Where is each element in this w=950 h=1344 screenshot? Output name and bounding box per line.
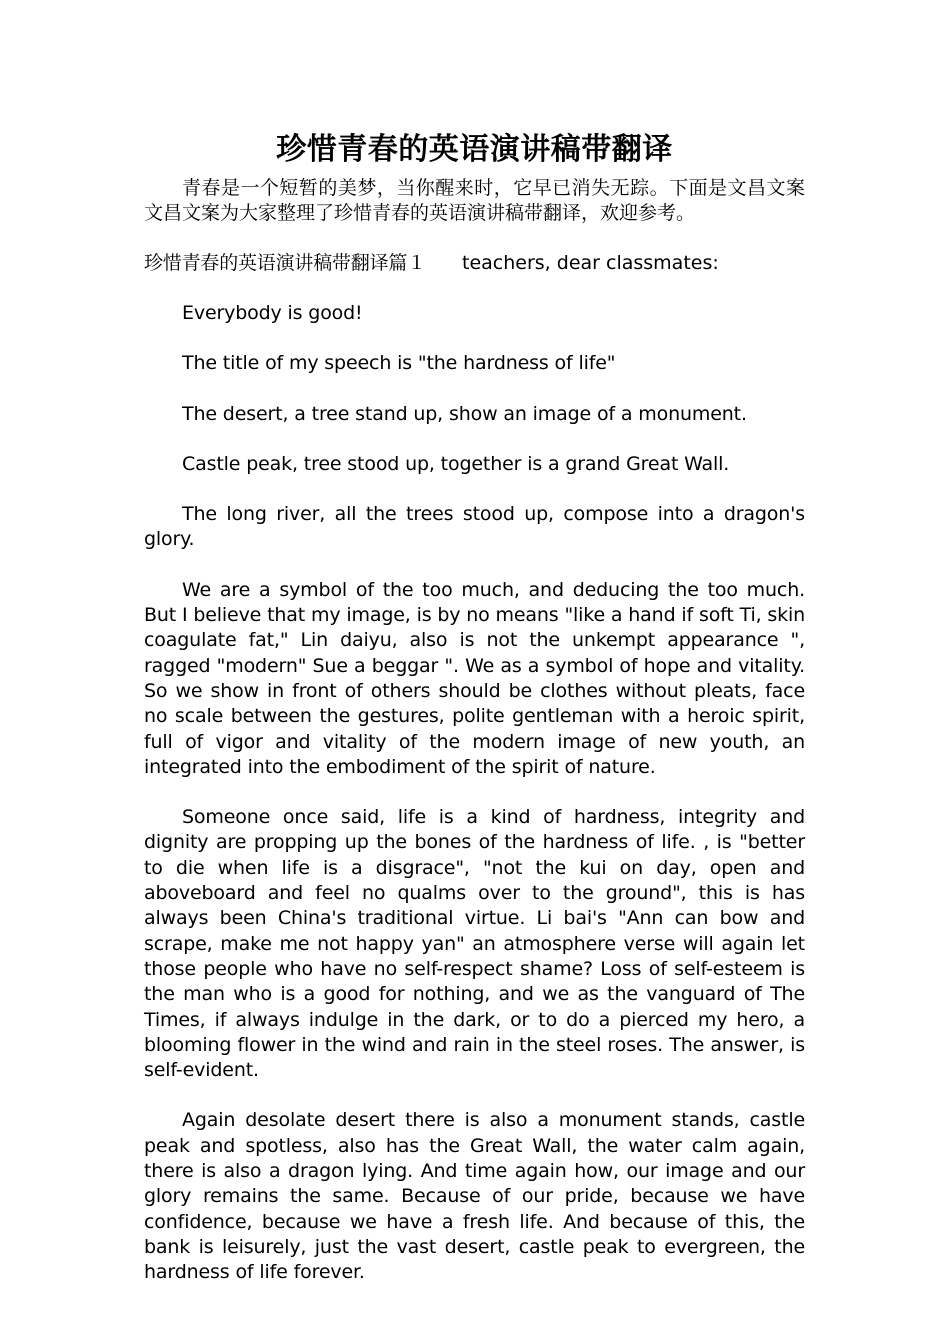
speech-paragraph-title: The title of my speech is "the hardness of life" bbox=[182, 352, 616, 375]
spacer bbox=[144, 377, 805, 402]
spacer bbox=[144, 276, 805, 301]
section-heading: 珍惜青春的英语演讲稿带翻译篇１ bbox=[144, 252, 427, 274]
spacer bbox=[144, 477, 805, 502]
salutation: teachers, dear classmates: bbox=[462, 252, 719, 274]
spacer bbox=[144, 780, 805, 805]
speech-paragraph-long-river: The long river, all the trees stood up, compose into a dragon's glory. bbox=[144, 503, 805, 551]
spacer bbox=[144, 226, 805, 251]
speech-paragraph-greeting: Everybody is good! bbox=[182, 302, 363, 324]
spacer bbox=[144, 326, 805, 351]
speech-paragraph-conclusion: Again desolate desert there is also a monument stands, castle peak and spotless, also has the Great Wall, the water calm again, there is also a dragon lying. And time again how, our image and our glory remains the same. Because of our pride, because we have confidence, because we have a fresh life. And because of this, the bank is leisurely, just the vast desert, castle peak to evergreen, the hardness of life forever. bbox=[144, 1109, 805, 1284]
document-page bbox=[144, 128, 805, 1286]
section-heading-line bbox=[144, 251, 805, 276]
speech-paragraph-symbol: We are a symbol of the too much, and deducing the too much. But I believe that my image, is by no means "like a hand if soft Ti, skin coagulate fat," Lin daiyu, also is not the unkempt appearance ", ragged "modern" Sue a beggar ". We as a symbol of hope and vitality. So we show in front of others should be clothes without pleats, face no scale between the gestures, polite gentleman with a heroic spirit, full of vigor and vitality of the modern image of new youth, an integrated into the embodiment of the spirit of nature. bbox=[144, 578, 805, 778]
intro-paragraph: 青春是一个短暂的美梦，当你醒来时，它早已消失无踪。下面是文昌文案文昌文案为大家整理了珍惜青春的英语演讲稿带翻译，欢迎参考。 bbox=[144, 177, 805, 224]
speech-paragraph-castle-peak: Castle peak, tree stood up, together is a grand Great Wall. bbox=[182, 452, 730, 475]
speech-paragraph-desert: The desert, a tree stand up, show an image of a monument. bbox=[182, 402, 747, 425]
spacer bbox=[144, 553, 805, 578]
spacer bbox=[144, 1083, 805, 1108]
speech-paragraph-hardness: Someone once said, life is a kind of hardness, integrity and dignity are propping up the bones of the hardness of life. , is "better to die when life is a disgrace", "not the kui on day, open and aboveboard and feel no qualms over to the ground", this is has always been China's traditional virtue. Li bai's "Ann can bow and scrape, make me not happy yan" an atmosphere verse will again let those people who have no self-respect shame? Loss of self-esteem is the man who is a good for nothing, and we as the vanguard of The Times, if always indulge in the dark, or to do a pierced my hero, a blooming flower in the wind and rain in the steel roses. The answer, is self-evident. bbox=[144, 806, 805, 1082]
document-title: 珍惜青春的英语演讲稿带翻译 bbox=[276, 132, 673, 167]
spacer bbox=[144, 427, 805, 452]
